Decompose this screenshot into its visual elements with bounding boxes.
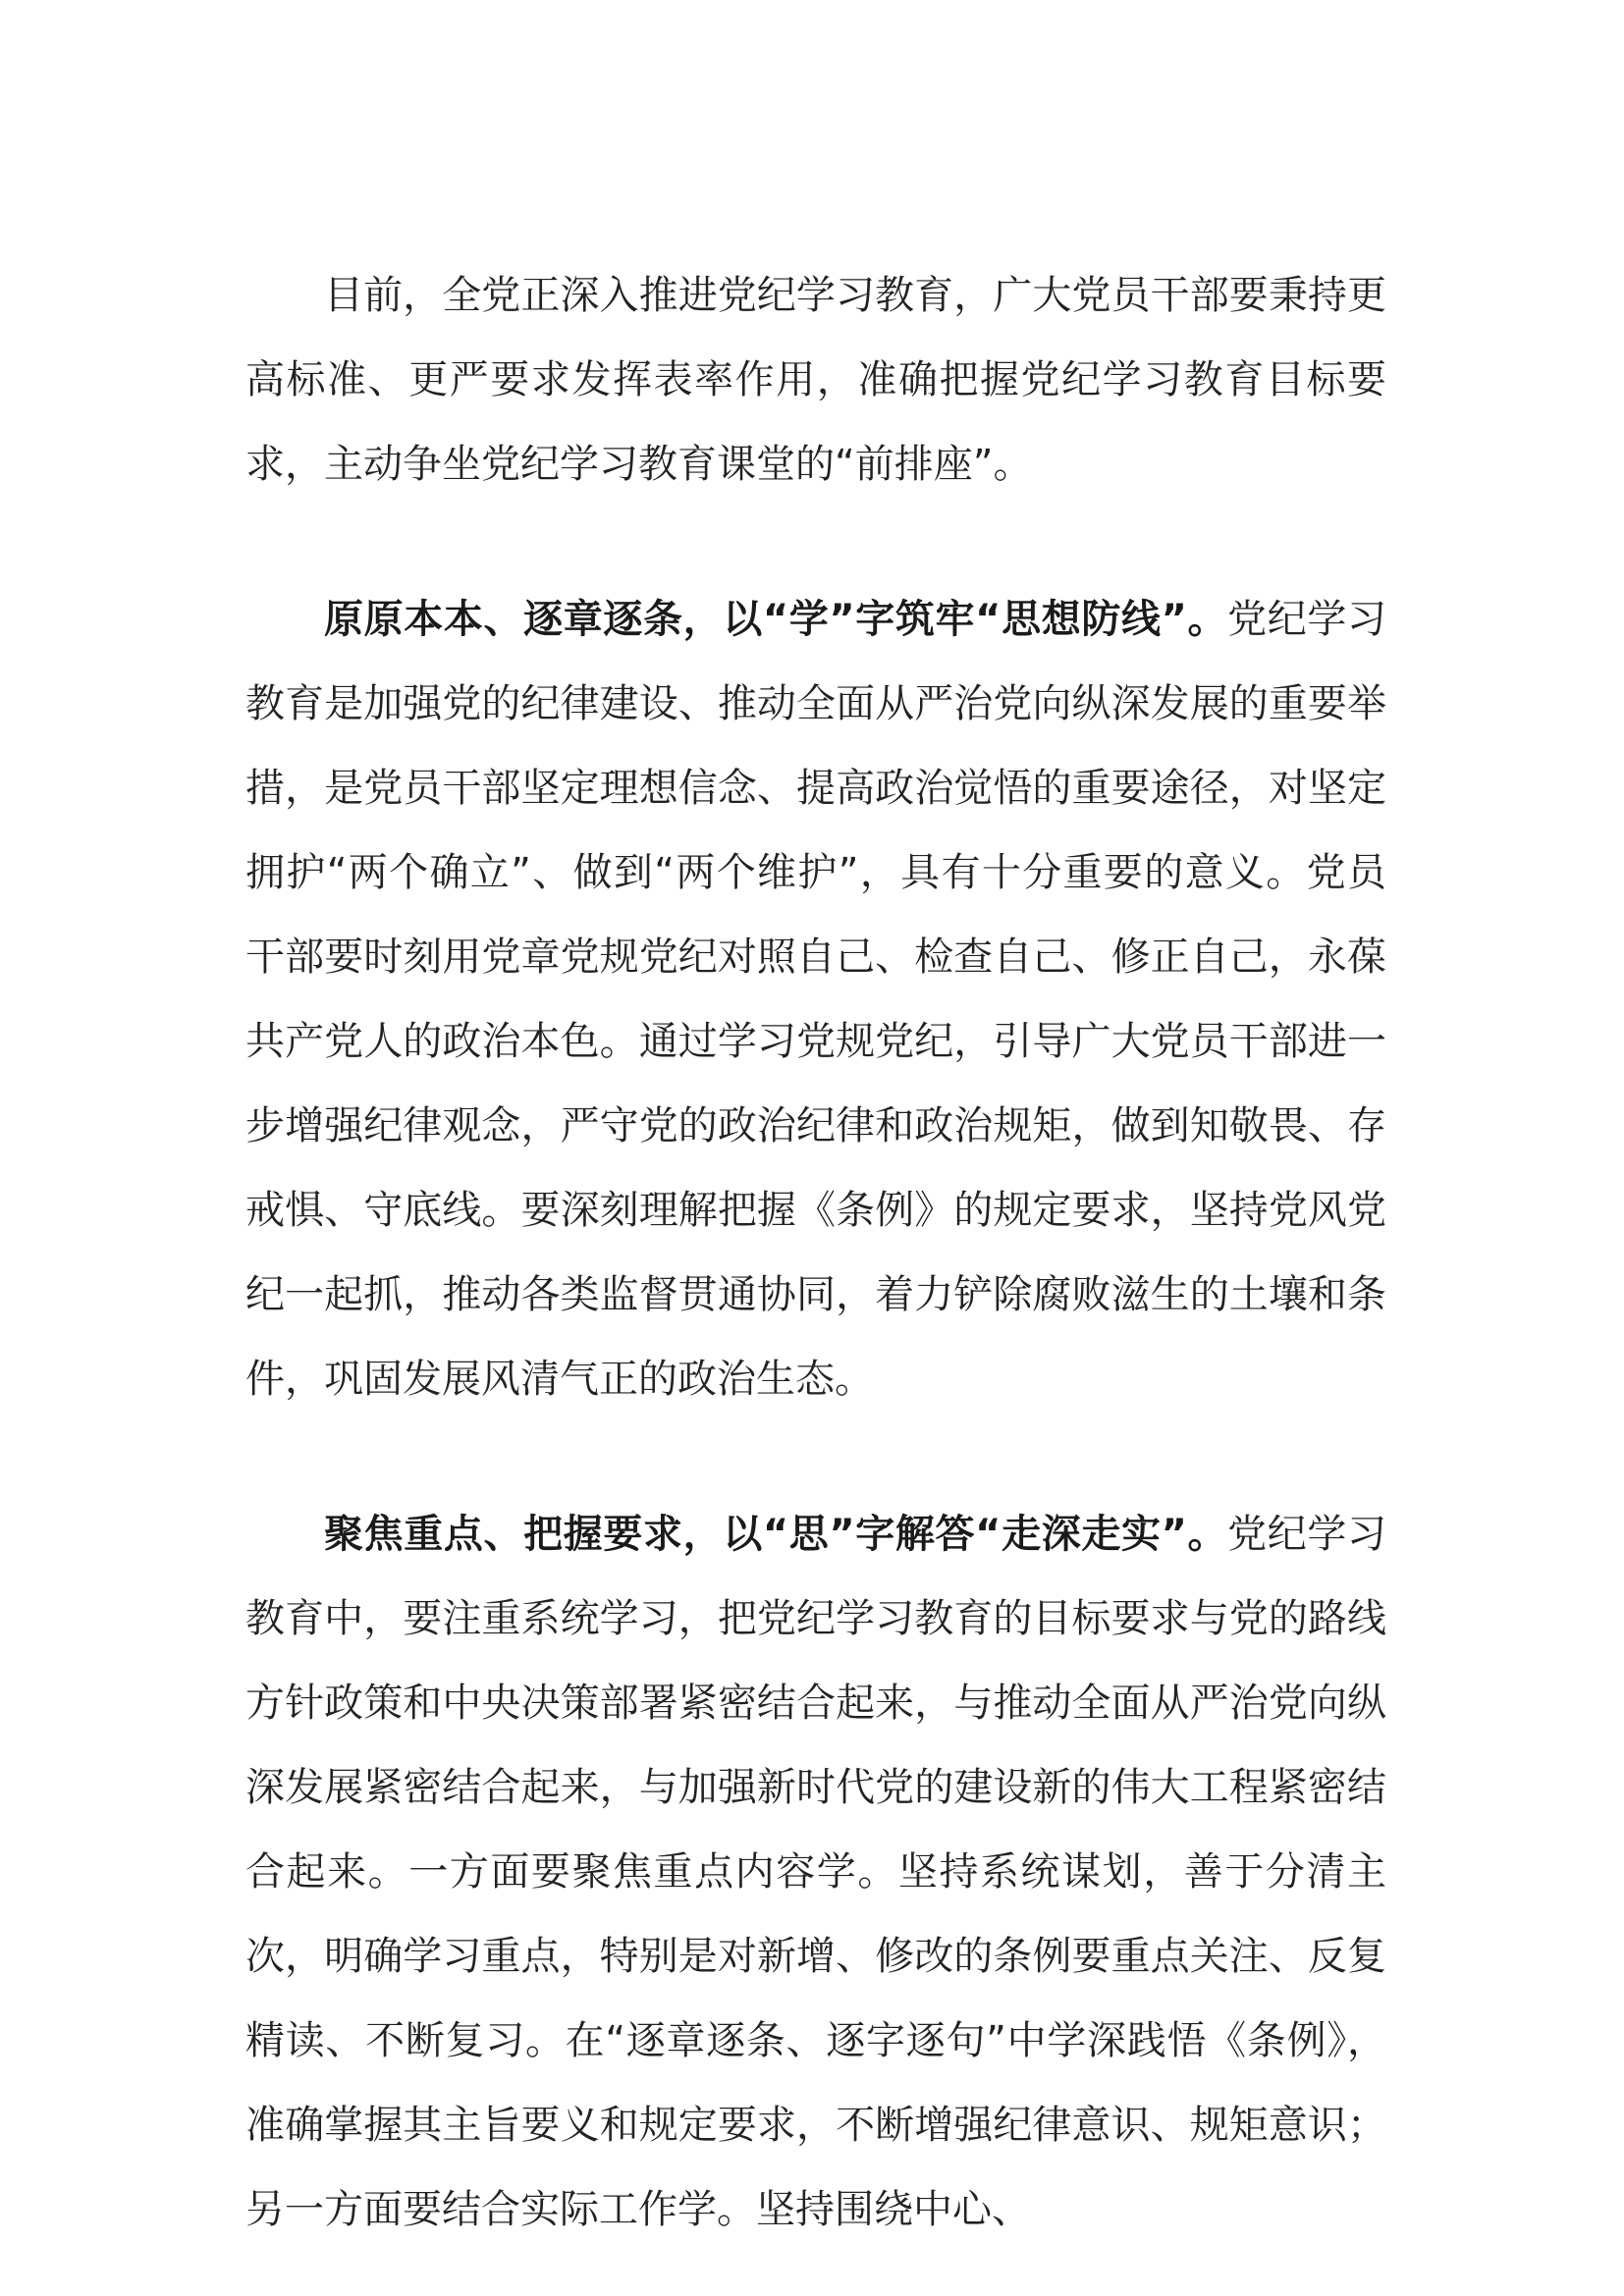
paragraph-study	[245, 577, 1386, 1421]
document-body	[245, 253, 1386, 2252]
paragraph-study-heading: 原原本本、逐章逐条，以“学”字筑牢“思想防线”。	[324, 597, 1228, 642]
paragraph-intro-text: 目前，全党正深入推进党纪学习教育，广大党员干部要秉持更高标准、更严要求发挥表率作用，准确把握党纪学习教育目标要求，主动争坐党纪学习教育课堂的“前排座”。	[245, 273, 1386, 487]
paragraph-focus-text: 党纪学习教育中，要注重系统学习，把党纪学习教育的目标要求与党的路线方针政策和中央决策部署紧密结合起来，与推动全面从严治党向纵深发展紧密结合起来，与加强新时代党的建设新的伟大工程紧密结合起来。一方面要聚焦重点内容学。坚持系统谋划，善于分清主次，明确学习重点，特别是对新增、修改的条例要重点关注、反复精读、不断复习。在“逐章逐条、逐字逐句”中学深践悟《条例》，准确掌握其主旨要义和规定要求，不断增强纪律意识、规矩意识；另一方面要结合实际工作学。坚持围绕中心、	[245, 1512, 1387, 2232]
paragraph-focus-heading: 聚焦重点、把握要求，以“思”字解答“走深走实”。	[324, 1512, 1228, 1557]
paragraph-study-text: 党纪学习教育是加强党的纪律建设、推动全面从严治党向纵深发展的重要举措，是党员干部坚定理想信念、提高政治觉悟的重要途径，对坚定拥护“两个确立”、做到“两个维护”，具有十分重要的意义。党员干部要时刻用党章党规党纪对照自己、检查自己、修正自己，永葆共产党人的政治本色。通过学习党规党纪，引导广大党员干部进一步增强纪律观念，严守党的政治纪律和政治规矩，做到知敬畏、存戒惧、守底线。要深刻理解把握《条例》的规定要求，坚持党风党纪一起抓，推动各类监督贯通协同，着力铲除腐败滋生的土壤和条件，巩固发展风清气正的政治生态。	[245, 597, 1387, 1402]
paragraph-focus	[245, 1492, 1386, 2252]
paragraph-intro	[245, 253, 1386, 507]
